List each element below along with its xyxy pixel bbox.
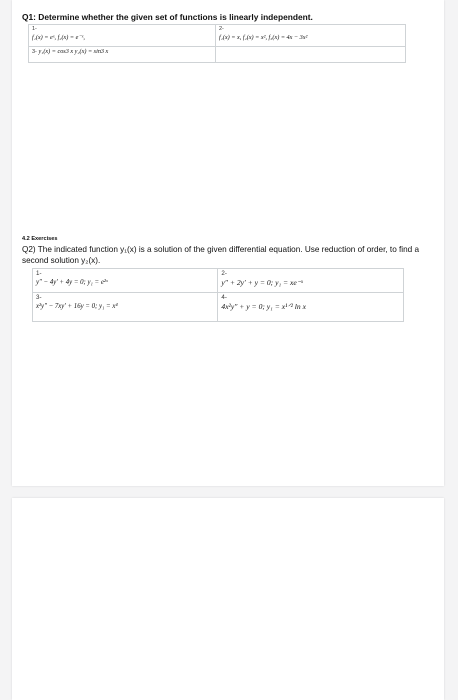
section-label: 4.2 Exercises [22, 236, 58, 242]
q2-item-3 [33, 293, 218, 322]
q1-item-1-expr: f₁(x) = eˣ, f₂(x) = e⁻ˣ, [32, 34, 85, 41]
q1-item-1-number: 1- [32, 26, 37, 32]
q2-item-2-number: 2- [221, 270, 227, 277]
q2-item-1-expr: y″ − 4y′ + 4y = 0; y₁ = e²ˣ [36, 279, 108, 286]
q2-item-4 [218, 293, 404, 322]
q1-item-1 [29, 25, 216, 47]
q2-item-1-number: 1- [36, 270, 42, 277]
q2-item-2-expr: y″ + 2y′ + y = 0; y₁ = xe⁻ˣ [221, 278, 303, 287]
q1-item-2-expr: f₁(x) = x, f₂(x) = x², f₃(x) = 4x − 3x² [219, 34, 308, 41]
q2-item-2 [218, 269, 404, 293]
q2-item-3-expr: x²y″ − 7xy′ + 16y = 0; y₁ = x⁴ [36, 303, 118, 310]
q2-item-4-number: 4- [221, 294, 227, 301]
q2-text: Q2) The indicated function y₁(x) is a solution of the given differential equation. Use reduction of order, to find a second solution y₂(x). [22, 245, 420, 265]
q1-title: Q1: Determine whether the given set of functions is linearly independent. [22, 12, 313, 22]
q2-table [32, 268, 404, 322]
q2-item-4-expr: 4x²y″ + y = 0; y₁ = x¹ᐟ² ln x [221, 302, 306, 311]
q1-item-3-number: 3- [32, 49, 37, 55]
q1-item-2-number: 2- [219, 26, 224, 32]
q1-item-4-empty [216, 47, 406, 63]
q1-item-3-expr: y₁(x) = cos3 x y₂(x) = sin3 x [38, 48, 109, 55]
q2-item-3-number: 3- [36, 294, 42, 301]
document-page-1 [12, 0, 444, 486]
q1-item-3 [29, 47, 216, 63]
document-page-2 [12, 498, 444, 700]
q1-item-2 [216, 25, 406, 47]
q2-item-1 [33, 269, 218, 293]
q1-table [28, 24, 406, 63]
